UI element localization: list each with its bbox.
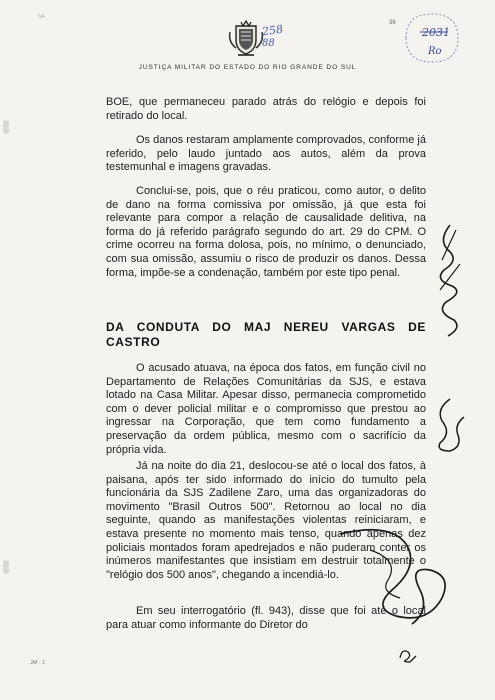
- institution-header: JUSTIÇA MILITAR DO ESTADO DO RIO GRANDE DO SUL: [138, 64, 357, 71]
- paragraph-5: Já na noite do dia 21, deslocou-se até o local dos fatos, à paisana, após ter sido informado do início do tumulto pela funcionária da SJS Zadilene Zaro, uma das organizadoras do movimento "Brasil Outros 500". Retornou ao local no dia seguinte, quando as manifestações violentas reiniciaram, e estava presente no momento mais tenso, quando apenas dez policiais montados foram apedrejados e não puderam conter os inúmeros manifestantes que insistiam em destruir totalmente o "relógio dos 500 anos", chegando a incendiá-lo.: [106, 460, 426, 581]
- paragraph-block: [106, 460, 426, 582]
- coat-of-arms-icon: [226, 18, 266, 58]
- paragraph-block: [106, 605, 426, 632]
- paragraph-6: Em seu interrogatório (fl. 943), disse que foi até o local para atuar como informante do Diretor do: [106, 605, 426, 631]
- top-left-mark: SA: [38, 14, 45, 20]
- section-heading: DA CONDUTA DO MAJ NEREU VARGAS DE CASTRO: [106, 320, 426, 349]
- paragraph-4: O acusado atuava, na época dos fatos, em função civil no Departamento de Relações Comunitárias da SJS, e estava lotado na Casa Militar. Apesar disso, permanecia comprometido com o dever policial militar e o compromisso que prestou ao ingressar na Corporação, que tem como fundamento a preservação da ordem pública, mesmo com o sacrifício da própria vida.: [106, 362, 426, 456]
- paragraph-block: [106, 185, 426, 280]
- paragraph-3: Conclui-se, pois, que o réu praticou, como autor, o delito de dano na forma comissiva por omissão, já que esta foi relevante para compor a relação de causalidade delitiva, na forma do já referido parágrafo segundo do art. 29 do CPM. O crime ocorreu na forma dolosa, pois, no mínimo, o denunciado, com sua omissão, assumiu o risco de produzir os danos. Dessa forma, impõe-se a condenação, também por este tipo penal.: [106, 185, 426, 279]
- paragraph-block: [106, 134, 426, 175]
- paragraph-continuation: [106, 96, 426, 123]
- signature-initials: [430, 220, 470, 340]
- handwritten-folio-number: 258: [261, 22, 284, 39]
- handwritten-folio-number-2: 88: [262, 38, 275, 49]
- initials-mark: [396, 646, 418, 664]
- punch-hole-mark: [3, 560, 9, 574]
- stamp-initial: Ro: [428, 46, 442, 57]
- form-code: JM - 1: [30, 660, 46, 666]
- signature-initials: [432, 395, 468, 455]
- paragraph-2: Os danos restaram amplamente comprovados, conforme já referido, pelo laudo juntado aos autos, além da prova testemunhal e imagens gravadas.: [106, 134, 426, 174]
- punch-hole-mark: [3, 120, 9, 134]
- paragraph-1: BOE, que permaneceu parado atrás do relógio e depois foi retirado do local.: [106, 96, 426, 122]
- stamp-number: 2031: [422, 26, 450, 39]
- paragraph-block: [106, 362, 426, 457]
- side-page-mark: 36: [389, 20, 396, 26]
- folio-stamp: [398, 8, 466, 66]
